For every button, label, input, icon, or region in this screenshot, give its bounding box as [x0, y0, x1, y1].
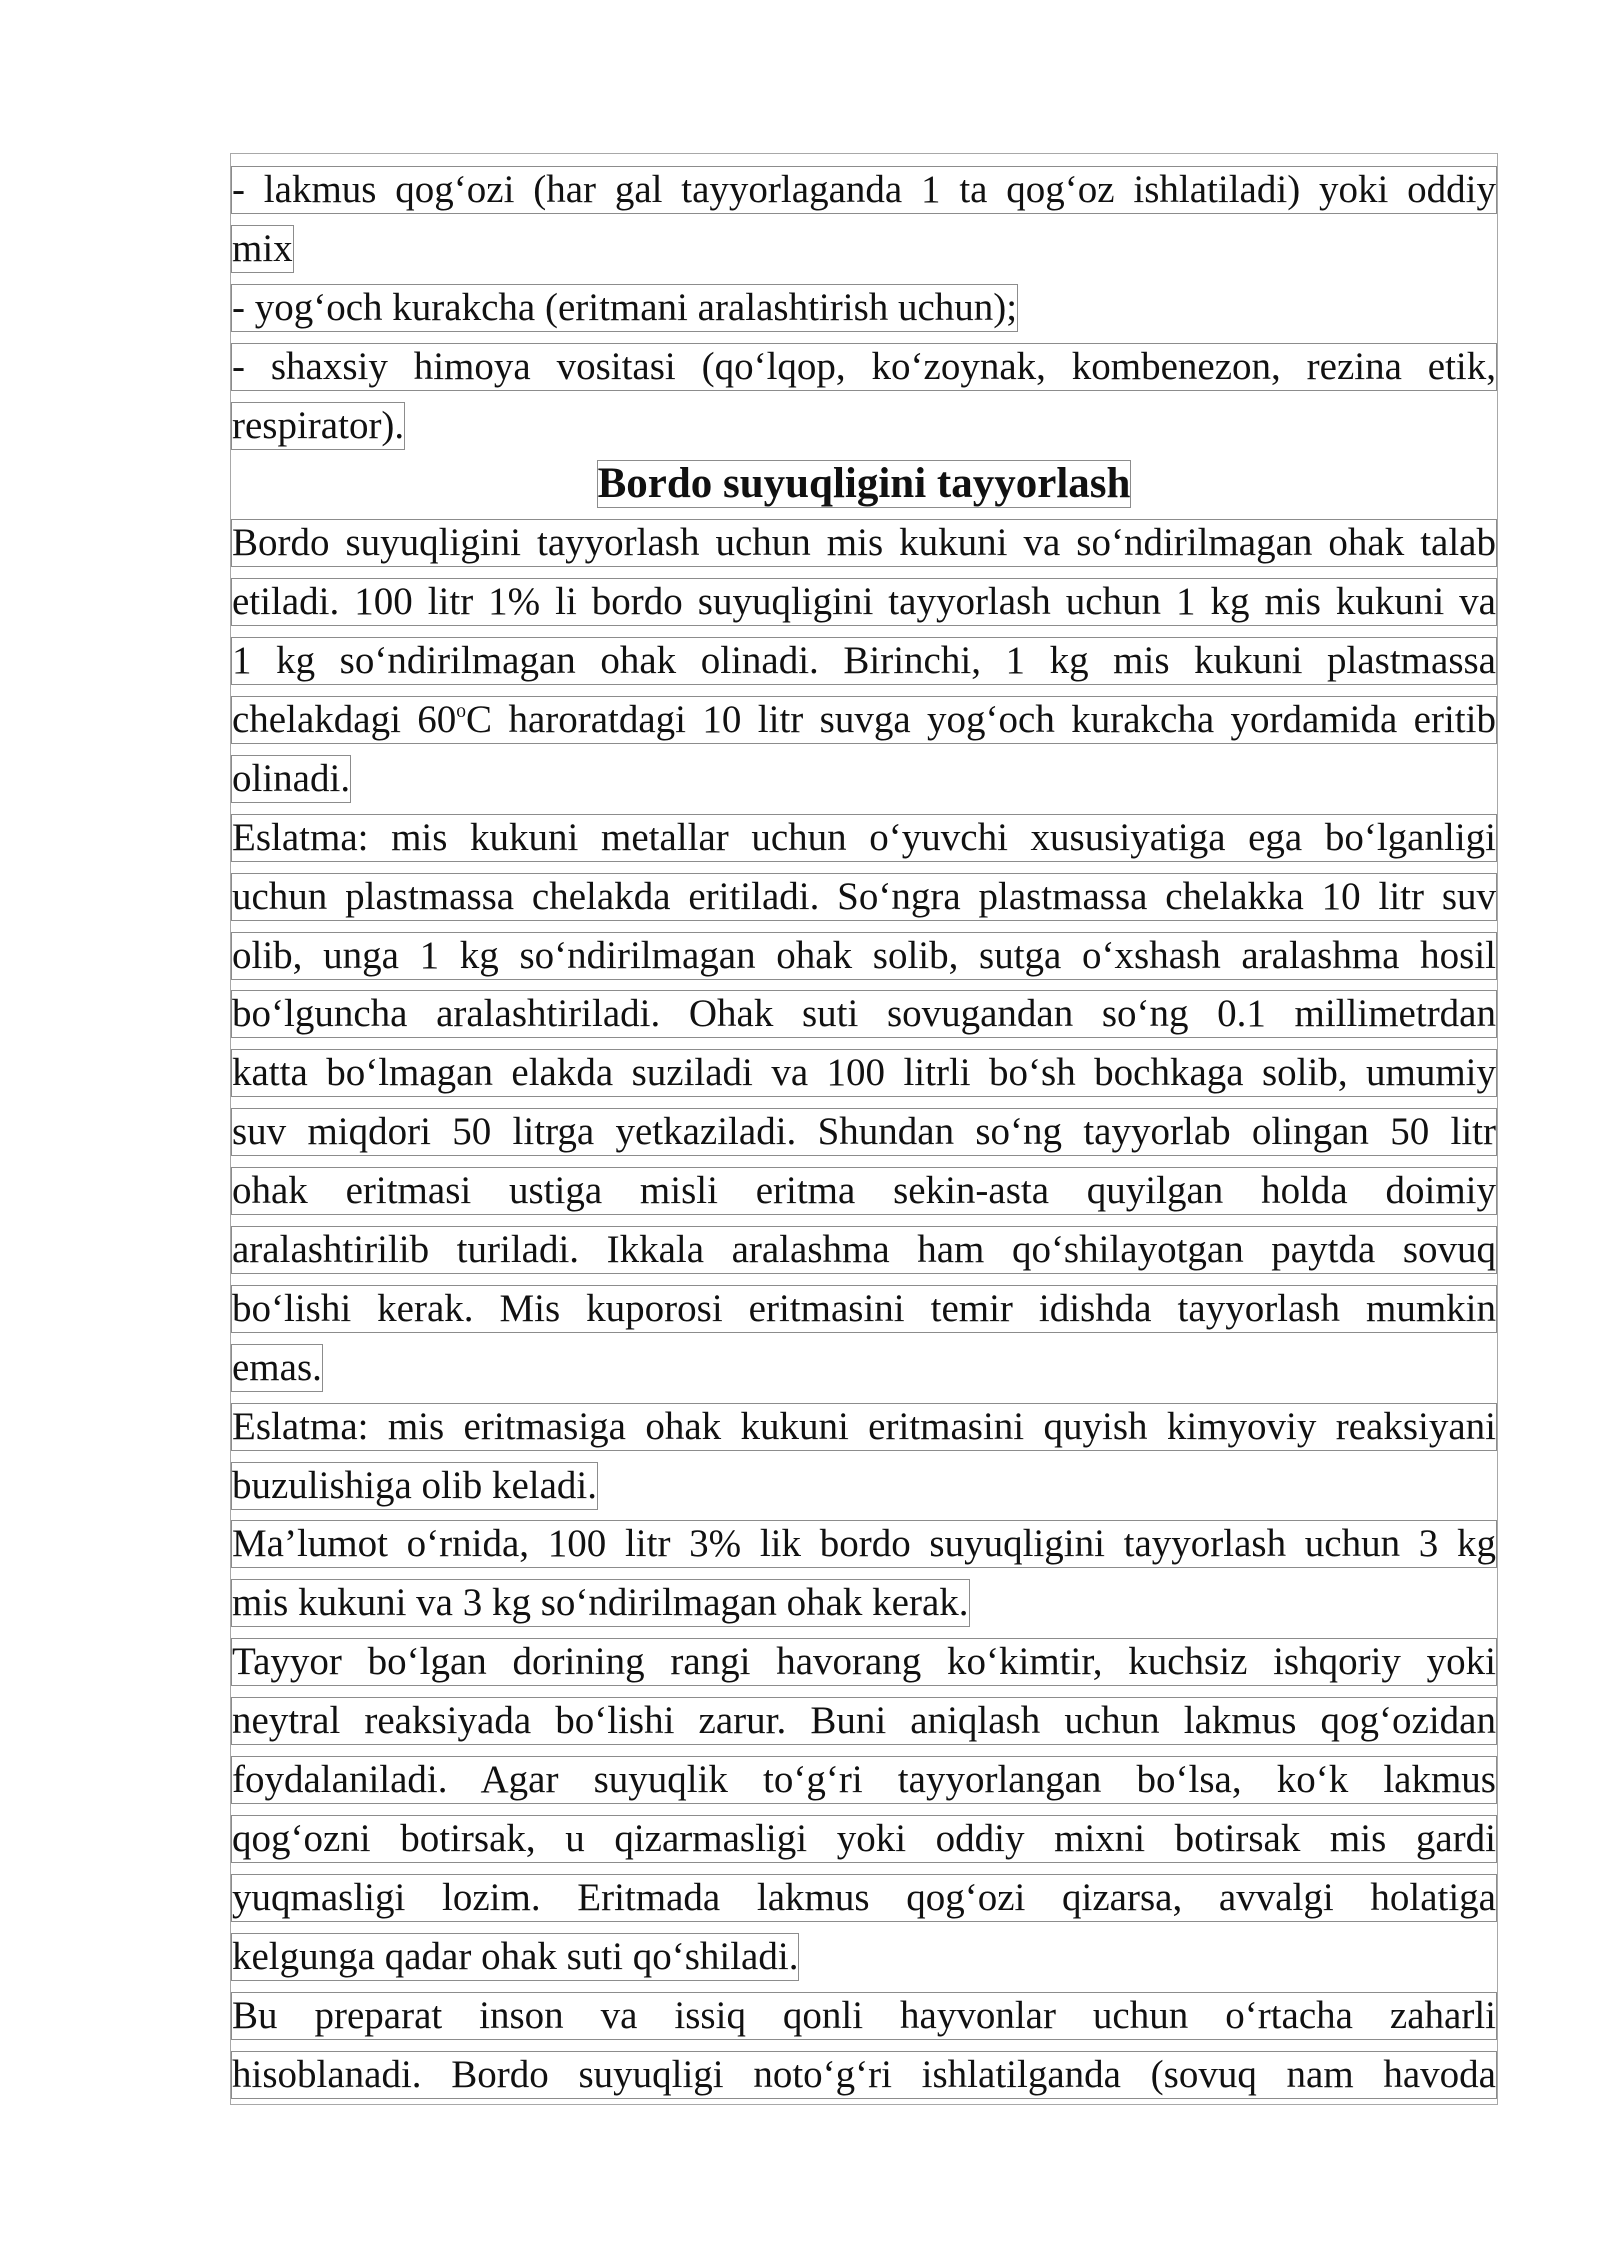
heading-line — [231, 455, 1497, 514]
line-text: Eslatma: mis kukuni metallar uchun o‘yuvchi xususiyatiga ega bo‘lganligi — [231, 814, 1497, 862]
line-text: buzulishiga olib keladi. — [231, 1462, 598, 1510]
text-line — [231, 573, 1497, 632]
text-line — [231, 1869, 1497, 1928]
section-heading: Bordo suyuqligini tayyorlash — [597, 460, 1131, 508]
line-text: 1 kg so‘ndirilmagan ohak olinadi. Birinchi, 1 kg mis kukuni plastmassa — [231, 637, 1497, 685]
paragraph — [231, 1633, 1497, 1986]
line-text-end: C haroratdagi 10 litr suvga yog‘och kurakcha yordamida eritib — [466, 698, 1496, 742]
line-text: Ma’lumot o‘rnida, 100 litr 3% lik bordo suyuqligini tayyorlash uchun 3 kg — [231, 1520, 1497, 1568]
line-text: - yog‘och kurakcha (eritmani aralashtirish uchun); — [231, 284, 1018, 332]
line-text: Bu preparat inson va issiq qonli hayvonlar uchun o‘rtacha zaharli — [231, 1992, 1497, 2040]
paragraph — [231, 809, 1497, 1398]
line-text: hisoblanadi. Bordo suyuqligi noto‘g‘ri ishlatilganda (sovuq nam havoda — [231, 2051, 1497, 2099]
paragraph — [231, 514, 1497, 808]
text-line — [231, 1339, 1497, 1398]
line-text: yuqmasligi lozim. Eritmada lakmus qog‘ozi qizarsa, avvalgi holatiga — [231, 1874, 1497, 1922]
line-text: etiladi. 100 litr 1% li bordo suyuqligini tayyorlash uchun 1 kg mis kukuni va — [231, 578, 1497, 626]
equipment-list — [231, 161, 1497, 455]
text-line — [231, 1103, 1497, 1162]
list-item — [231, 279, 1497, 338]
text-line — [231, 220, 1497, 279]
line-text: - lakmus qog‘ozi (har gal tayyorlaganda 1 ta qog‘oz ishlatiladi) yoki oddiy — [231, 166, 1497, 214]
line-text: olib, unga 1 kg so‘ndirilmagan ohak solib, sutga o‘xshash aralashma hosil — [231, 932, 1497, 980]
text-line — [231, 161, 1497, 220]
text-line — [231, 750, 1497, 809]
text-line — [231, 1928, 1497, 1987]
text-line — [231, 1751, 1497, 1810]
text-line — [231, 1633, 1497, 1692]
line-text — [231, 696, 1497, 744]
line-text: neytral reaksiyada bo‘lishi zarur. Buni aniqlash uchun lakmus qog‘ozidan — [231, 1697, 1497, 1745]
text-line — [231, 809, 1497, 868]
text-line — [231, 2046, 1497, 2105]
line-text: bo‘lishi kerak. Mis kuporosi eritmasini temir idishda tayyorlash mumkin — [231, 1285, 1497, 1333]
text-line — [231, 691, 1497, 750]
paragraph — [231, 1515, 1497, 1633]
line-text: suv miqdori 50 litrga yetkaziladi. Shundan so‘ng tayyorlab olingan 50 litr — [231, 1108, 1497, 1156]
line-text: bo‘lguncha aralashtiriladi. Ohak suti sovugandan so‘ng 0.1 millimetrdan — [231, 990, 1497, 1038]
line-text: foydalaniladi. Agar suyuqlik to‘g‘ri tayyorlangan bo‘lsa, ko‘k lakmus — [231, 1756, 1497, 1804]
text-line — [231, 1810, 1497, 1869]
line-text: mis kukuni va 3 kg so‘ndirilmagan ohak kerak. — [231, 1579, 970, 1627]
text-line — [231, 1162, 1497, 1221]
line-text: olinadi. — [231, 755, 351, 803]
line-text: Bordo suyuqligini tayyorlash uchun mis kukuni va so‘ndirilmagan ohak talab — [231, 519, 1497, 567]
line-text: uchun plastmassa chelakda eritiladi. So‘ngra plastmassa chelakka 10 litr suv — [231, 873, 1497, 921]
text-line — [231, 1398, 1497, 1457]
line-text: aralashtirilib turiladi. Ikkala aralashma ham qo‘shilayotgan paytda sovuq — [231, 1226, 1497, 1274]
line-text: respirator). — [231, 402, 405, 450]
document-page — [230, 153, 1498, 2105]
text-line — [231, 1280, 1497, 1339]
line-text: - shaxsiy himoya vositasi (qo‘lqop, ko‘zoynak, kombenezon, rezina etik, — [231, 343, 1497, 391]
line-text: Eslatma: mis eritmasiga ohak kukuni eritmasini quyish kimyoviy reaksiyani — [231, 1403, 1497, 1451]
list-item — [231, 161, 1497, 279]
paragraph — [231, 1987, 1497, 2105]
text-line — [231, 1457, 1497, 1516]
text-line — [231, 1515, 1497, 1574]
text-line — [231, 985, 1497, 1044]
line-text: kelgunga qadar ohak suti qo‘shiladi. — [231, 1933, 799, 1981]
text-line — [231, 632, 1497, 691]
text-line — [231, 1221, 1497, 1280]
text-line — [231, 1987, 1497, 2046]
line-text: ohak eritmasi ustiga misli eritma sekin-asta quyilgan holda doimiy — [231, 1167, 1497, 1215]
list-item — [231, 338, 1497, 456]
line-text: mix — [231, 225, 294, 273]
paragraph — [231, 1398, 1497, 1516]
line-text: Tayyor bo‘lgan dorining rangi havorang ko‘kimtir, kuchsiz ishqoriy yoki — [231, 1638, 1497, 1686]
line-text: katta bo‘lmagan elakda suziladi va 100 litrli bo‘sh bochkaga solib, umumiy — [231, 1049, 1497, 1097]
text-line — [231, 1574, 1497, 1633]
text-line — [231, 514, 1497, 573]
line-text: qog‘ozni botirsak, u qizarmasligi yoki oddiy mixni botirsak mis gardi — [231, 1815, 1497, 1863]
text-line — [231, 1692, 1497, 1751]
text-line — [231, 338, 1497, 397]
text-line — [231, 279, 1497, 338]
line-text-start: chelakdagi 60 — [232, 698, 457, 742]
text-line — [231, 1044, 1497, 1103]
text-line — [231, 927, 1497, 986]
text-line — [231, 397, 1497, 456]
degree-superscript: o — [456, 701, 467, 723]
line-text: emas. — [231, 1344, 323, 1392]
text-line — [231, 868, 1497, 927]
